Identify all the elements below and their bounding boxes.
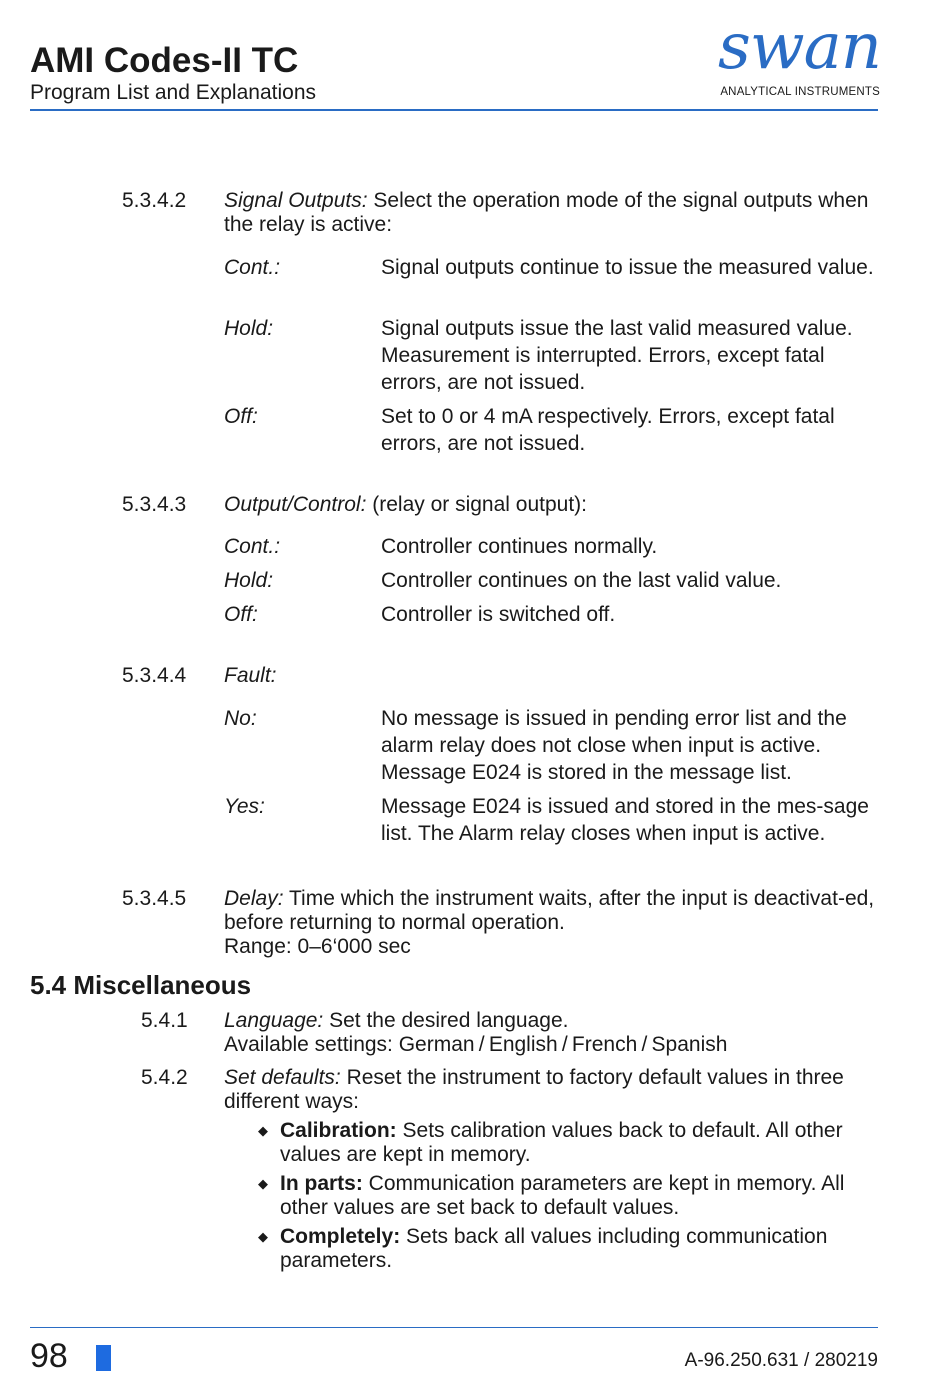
logo-tagline: ANALYTICAL INSTRUMENTS: [720, 86, 880, 98]
section-term: Signal Outputs:: [224, 189, 368, 212]
section-number: 5.3.4.2: [122, 189, 187, 212]
document-id: A-96.250.631 / 280219: [684, 1350, 878, 1371]
option-description: No message is issued in pending error list and the alarm relay does not close when input is active. Message E024 is stored in the message list.: [381, 707, 847, 784]
document-title: AMI Codes-II TC: [30, 41, 299, 80]
swan-logo: [718, 10, 881, 104]
diamond-bullet-icon: ◆: [258, 1229, 268, 1244]
option-term: Off:: [224, 405, 258, 428]
section-term: Output/Control:: [224, 493, 367, 516]
list-item-text: Sets calibration values back to default. All other values are kept in memory.: [280, 1119, 843, 1166]
list-item: [258, 1172, 888, 1220]
option-description: Message E024 is issued and stored in the mes-sage list. The Alarm relay closes when input is active.: [381, 795, 869, 845]
list-item-label: Calibration:: [280, 1119, 397, 1142]
section-intro: [224, 1009, 889, 1057]
option-description: Signal outputs continue to issue the measured value.: [381, 256, 874, 279]
header-divider: [30, 109, 878, 111]
list-item-text: Communication parameters are kept in memory. All other values are set back to default values.: [280, 1172, 845, 1219]
section-heading: 5.4 Miscellaneous: [30, 970, 252, 1000]
page-marker-icon: [96, 1345, 111, 1371]
section-term: Fault:: [224, 664, 277, 687]
section-text: (relay or signal output):: [366, 493, 588, 516]
option-term: No:: [224, 707, 257, 730]
option-term: Cont.:: [224, 535, 281, 558]
option-description: Controller continues normally.: [381, 535, 658, 558]
section-text: Reset the instrument to factory default values in three different ways:: [224, 1066, 844, 1113]
section-term: Language:: [224, 1009, 324, 1032]
section-term: Set defaults:: [224, 1066, 341, 1089]
list-item: [258, 1225, 888, 1273]
diamond-bullet-icon: ◆: [258, 1123, 268, 1138]
option-term: Hold:: [224, 317, 274, 340]
list-item: [258, 1119, 888, 1167]
section-number: 5.4.2: [141, 1066, 188, 1089]
section-intro: [224, 1066, 889, 1114]
delay-range: Range: 0–6‘000 sec: [224, 935, 411, 958]
defaults-list: [258, 1119, 888, 1278]
list-item-label: In parts:: [280, 1172, 363, 1195]
list-item-text: Sets back all values including communication parameters.: [280, 1225, 828, 1272]
section-text: Select the operation mode of the signal outputs when the relay is active:: [224, 189, 869, 236]
option-term: Off:: [224, 603, 258, 626]
document-subtitle: Program List and Explanations: [30, 81, 316, 104]
section-number: 5.3.4.4: [122, 664, 187, 687]
option-description: Signal outputs issue the last valid measured value. Measurement is interrupted. Errors, except fatal errors, are not issued.: [381, 317, 853, 394]
section-intro: [224, 493, 889, 517]
language-settings: Available settings: German / English / French / Spanish: [224, 1033, 728, 1056]
section-text: Time which the instrument waits, after the input is deactivat-ed, before returning to normal operation.: [224, 887, 875, 934]
section-term: Delay:: [224, 887, 284, 910]
option-description: Controller continues on the last valid value.: [381, 569, 782, 592]
option-term: Hold:: [224, 569, 274, 592]
section-number: 5.3.4.5: [122, 887, 187, 910]
section-text: Set the desired language.: [323, 1009, 569, 1032]
option-description: Controller is switched off.: [381, 603, 616, 626]
section-number: 5.4.1: [141, 1009, 188, 1032]
logo-wordmark: swan: [718, 10, 881, 84]
option-description: Set to 0 or 4 mA respectively. Errors, except fatal errors, are not issued.: [381, 405, 835, 455]
page-number: 98: [30, 1337, 68, 1375]
footer-divider: [30, 1327, 878, 1328]
section-intro: [224, 887, 889, 959]
section-intro: [224, 189, 889, 237]
list-item-label: Completely:: [280, 1225, 401, 1248]
option-term: Yes:: [224, 795, 265, 818]
option-term: Cont.:: [224, 256, 281, 279]
section-number: 5.3.4.3: [122, 493, 187, 516]
diamond-bullet-icon: ◆: [258, 1176, 268, 1191]
